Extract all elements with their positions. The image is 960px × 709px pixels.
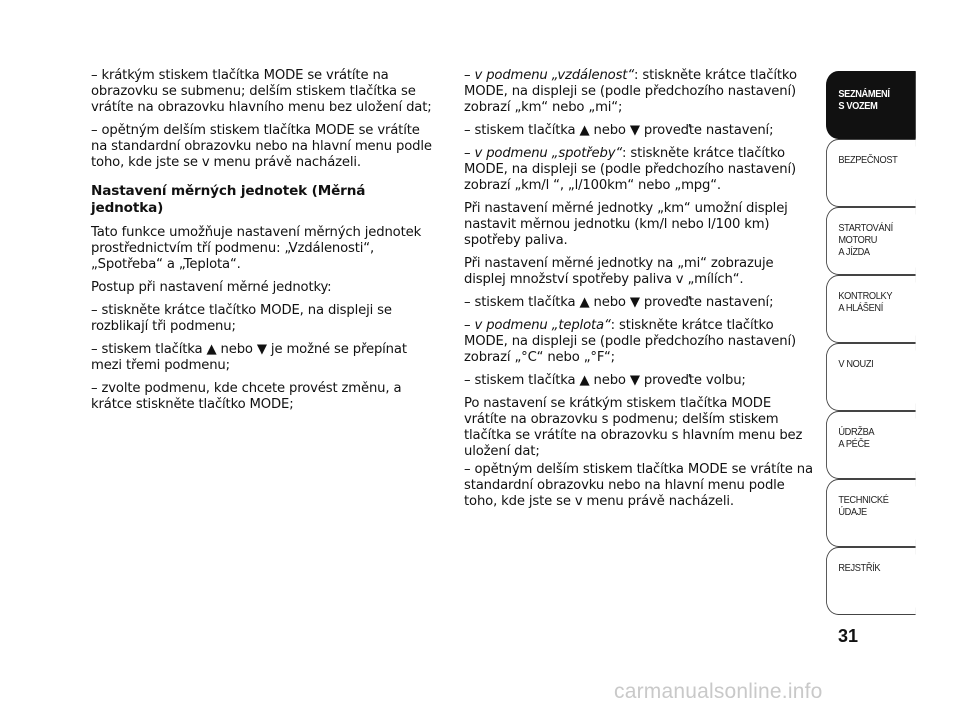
chapter-tabs — [826, 71, 916, 615]
paragraph: – zvolte podmenu, kde chcete provést změnu, a krátce stiskněte tlačítko MODE; — [91, 381, 402, 412]
paragraph: Po nastavení se krátkým stiskem tlačítka MODE vrátíte na obrazovku s podmenu; delším stiskem tlačítka se vrátíte na obrazovku s hlavním menu bez uložení dat; — [464, 396, 803, 459]
tab-label: REJSTŘÍK — [838, 562, 881, 574]
page-number: 31 — [838, 626, 859, 646]
paragraph: – stiskem tlačítka ▲ nebo ▼ je možné se přepínat mezi třemi podmenu; — [91, 342, 407, 373]
submenu-name: v podmenu „vzdálenost“ — [474, 68, 635, 83]
paragraph: Tato funkce umožňuje nastavení měrných jednotek prostřednictvím tří podmenu: „Vzdálenosti“, „Spotřeba“ a „Teplota“. — [91, 225, 422, 272]
paragraph-text: : stiskněte krátce tlačítko MODE, na displeji se (podle předchozího nastavení) zobrazí „km/l “, „l/100km“ nebo „mpg“. — [464, 146, 796, 193]
tab-seznameni-s-vozem[interactable] — [826, 71, 916, 139]
paragraph: – opětným delším stiskem tlačítka MODE se vrátíte na standardní obrazovku nebo na hlavní menu podle toho, kde jste se v menu právě nacházeli. — [91, 123, 432, 170]
tab-label: KONTROLKY A HLÁŠENÍ — [838, 290, 893, 314]
paragraph — [464, 318, 814, 366]
tab-label: ÚDRŽBA A PÉČE — [838, 426, 875, 450]
tab-technicke-udaje[interactable] — [826, 479, 916, 547]
tab-label: STARTOVÁNÍ MOTORU A JÍZDA — [838, 222, 893, 258]
left-column — [91, 68, 439, 420]
paragraph: – krátkým stiskem tlačítka MODE se vrátíte na obrazovku se submenu; delším stiskem tlačítka se vrátíte na obrazovku hlavního menu bez uložení dat; — [91, 68, 432, 115]
paragraph: – stiskněte krátce tlačítko MODE, na displeji se rozblikají tři podmenu; — [91, 303, 392, 334]
watermark: carmanualsonline.info — [614, 680, 823, 703]
paragraph — [464, 68, 814, 116]
paragraph-text: : stiskněte krátce tlačítko MODE, na displeji se (podle předchozího nastavení) zobrazí „°C“ nebo „°F“; — [464, 318, 796, 365]
tab-label: TECHNICKÉ ÚDAJE — [838, 494, 889, 518]
dash: – — [464, 318, 475, 333]
paragraph: Při nastavení měrné jednotky na „mi“ zobrazuje displej množství spotřeby paliva v „mílích“. — [464, 256, 774, 287]
paragraph-text: : stiskněte krátce tlačítko MODE, na displeji se (podle předchozího nastavení) zobrazí „km“ nebo „mi“; — [464, 68, 797, 115]
paragraph: – stiskem tlačítka ▲ nebo ▼ proveďte nastavení; — [464, 123, 774, 138]
dash: – — [464, 146, 475, 161]
paragraph: – opětným delším stiskem tlačítka MODE se vrátíte na standardní obrazovku nebo na hlavní menu podle toho, kde jste se v menu právě nacházeli. — [464, 462, 813, 509]
tab-label: SEZNÁMENÍ S VOZEM — [838, 88, 890, 112]
paragraph: – stiskem tlačítka ▲ nebo ▼ proveďte nastavení; — [464, 295, 774, 310]
tab-kontrolky[interactable] — [826, 275, 916, 343]
submenu-name: v podmenu „spotřeby“ — [474, 146, 623, 161]
dash: – — [464, 68, 475, 83]
right-column — [464, 68, 814, 517]
paragraph: – stiskem tlačítka ▲ nebo ▼ proveďte volbu; — [464, 373, 746, 388]
tab-v-nouzi[interactable] — [826, 343, 916, 411]
tab-udrzba[interactable] — [826, 411, 916, 479]
paragraph: Při nastavení měrné jednotky „km“ umožní displej nastavit měrnou jednotku (km/l nebo l/100 km) spotřeby paliva. — [464, 201, 788, 248]
section-heading: Nastavení měrných jednotek (Měrná jednotka) — [91, 183, 366, 216]
tab-label: BEZPEČNOST — [838, 154, 898, 166]
submenu-name: v podmenu „teplota“ — [474, 318, 611, 333]
tab-rejstrik[interactable] — [826, 547, 916, 615]
tab-label: V NOUZI — [838, 358, 874, 370]
paragraph — [464, 146, 814, 194]
paragraph: Postup při nastavení měrné jednotky: — [91, 280, 332, 295]
tab-bezpecnost[interactable] — [826, 139, 916, 207]
tab-startovani-motoru[interactable] — [826, 207, 916, 275]
